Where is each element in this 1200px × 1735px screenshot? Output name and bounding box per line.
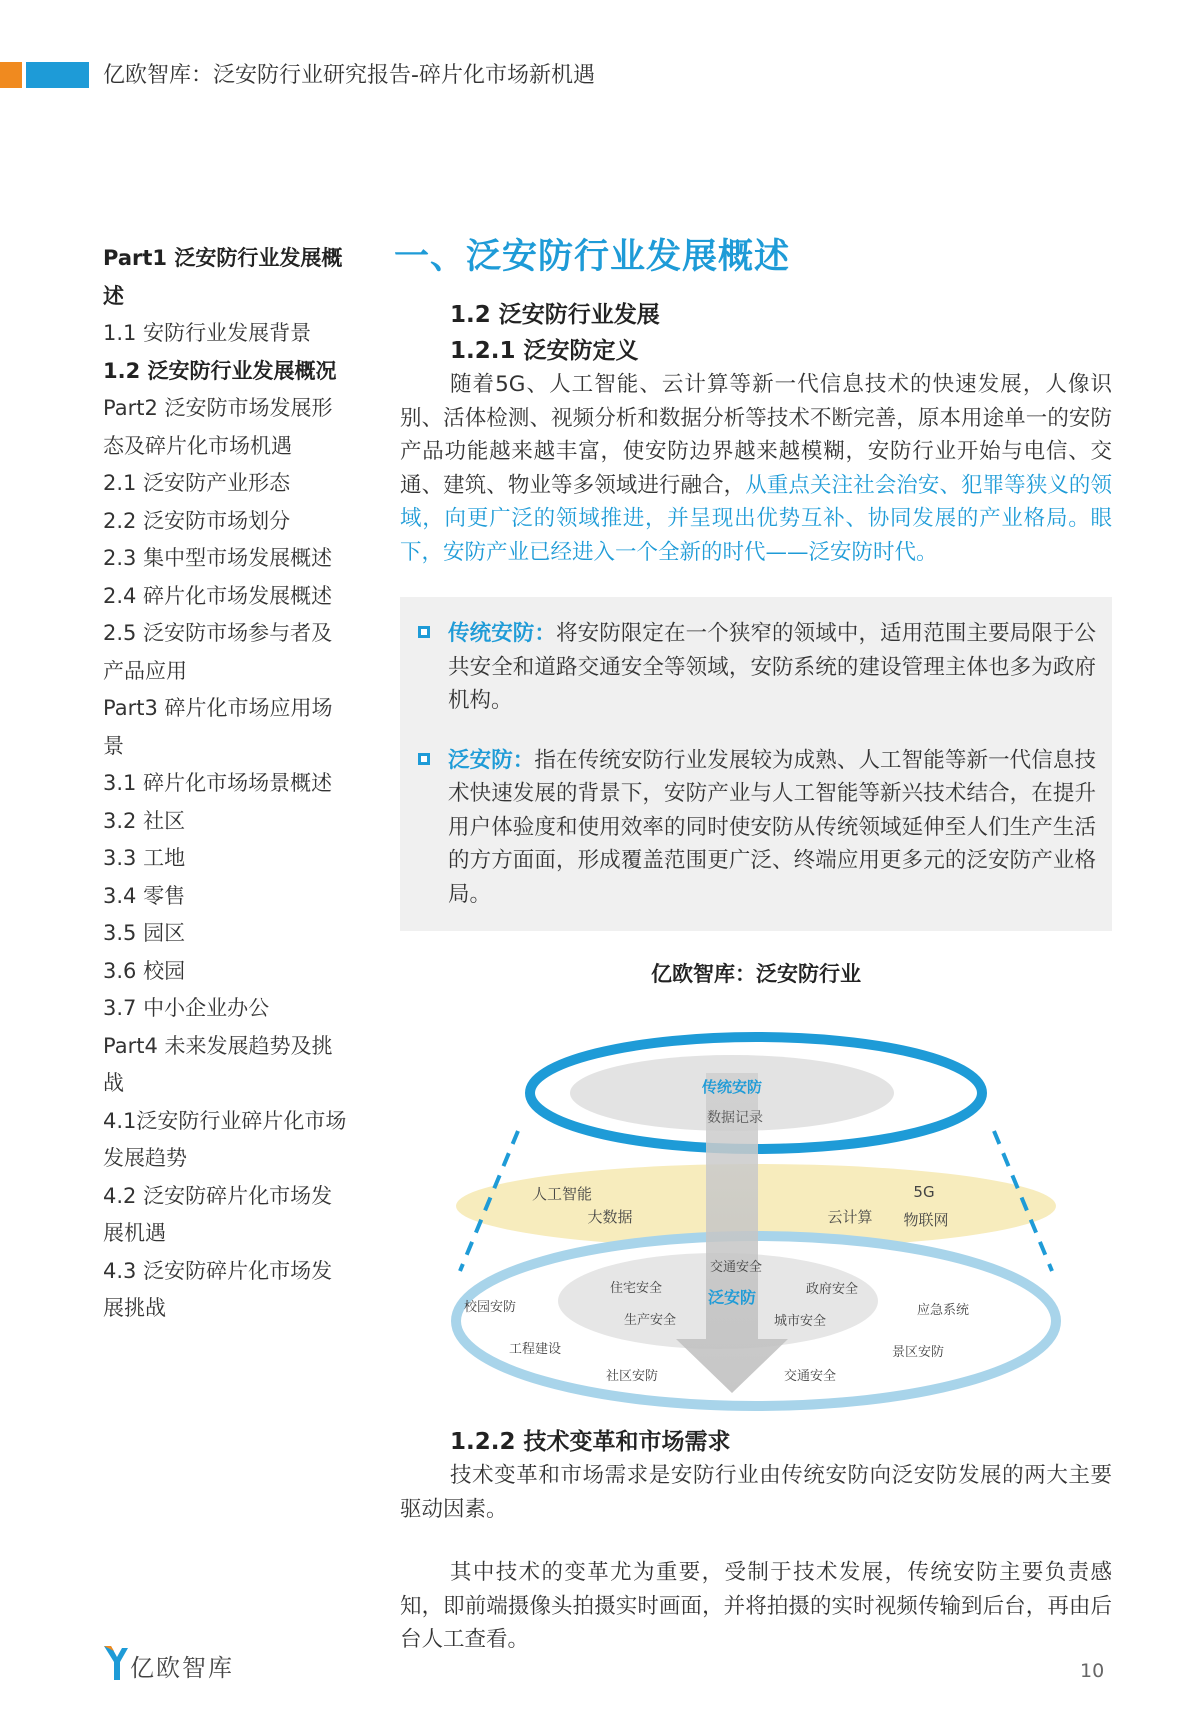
definition-term: 传统安防： [448, 621, 557, 646]
definition-text: 指在传统安防行业发展较为成熟、人工智能等新一代信息技术快速发展的背景下，安防产业与人工智能等新兴技术结合，在提升用户体验度和使用效率的同时使安防从传统领域延伸至人们生产生活的方方面面，形成覆盖范围更广泛、终端应用更多元的泛安防产业格局。 [448, 747, 1096, 907]
toc-item[interactable]: 3.2 社区 [103, 808, 186, 833]
table-of-contents [103, 240, 353, 1328]
label-tech: 大数据 [587, 1208, 633, 1226]
toc-item[interactable]: Part1 泛安防行业发展概述 [103, 246, 343, 308]
toc-item[interactable]: 2.3 集中型市场发展概述 [103, 546, 333, 570]
label-scenario: 应急系统 [916, 1303, 970, 1318]
definition-box [400, 597, 1112, 931]
intro-paragraph [400, 368, 1112, 569]
toc-item[interactable]: 3.1 碎片化市场场景概述 [103, 771, 333, 795]
label-data-record: 数据记录 [707, 1110, 763, 1126]
label-domain: 城市安全 [773, 1314, 827, 1329]
label-tech: 物联网 [903, 1211, 949, 1229]
toc-item[interactable]: 3.6 校园 [103, 958, 186, 983]
label-scenario: 社区安防 [605, 1369, 659, 1384]
pan-security-diagram [400, 1001, 1112, 1421]
label-domain: 交通安全 [709, 1260, 763, 1275]
main-content [394, 228, 1112, 1657]
toc-item[interactable]: Part3 碎片化市场应用场景 [103, 696, 333, 758]
definition-pan-security [416, 744, 1096, 912]
driver-paragraph: 技术变革和市场需求是安防行业由传统安防向泛安防发展的两大主要驱动因素。 [400, 1463, 1112, 1522]
toc-item[interactable]: 4.2 泛安防碎片化市场发展机遇 [103, 1183, 333, 1245]
square-bullet-icon [418, 626, 430, 638]
page-number: 10 [1080, 1660, 1105, 1682]
toc-item[interactable]: 3.5 园区 [103, 921, 186, 945]
toc-item[interactable]: Part4 未来发展趋势及挑战 [103, 1033, 333, 1095]
label-domain: 住宅安全 [609, 1281, 663, 1296]
toc-item[interactable]: 2.4 碎片化市场发展概述 [103, 583, 333, 608]
toc-item[interactable]: 3.3 工地 [103, 846, 186, 870]
header-title: 亿欧智库：泛安防行业研究报告-碎片化市场新机遇 [103, 63, 595, 88]
header-accent-blue [26, 62, 89, 88]
intro-text: 随着5G、人工智能、云计算等新一代信息技术的快速发展，人像识别、活体检测、视频分析和数据分析等技术不断完善，原本用途单一的安防产品功能越来越丰富，使安防边界越来越模糊，安防行业开始与电信、交通、建筑、物业等多领域进行融合， [400, 372, 1112, 498]
label-scenario: 交通安全 [783, 1369, 837, 1384]
definition-traditional [416, 617, 1096, 718]
toc-item[interactable]: 4.3 泛安防碎片化市场发展挑战 [103, 1258, 333, 1320]
toc-item[interactable]: 2.2 泛安防市场划分 [103, 508, 291, 533]
label-scenario: 工程建设 [508, 1342, 562, 1357]
subsection-heading: 1.2 泛安防行业发展 [450, 302, 660, 328]
definition-heading: 1.2.1 泛安防定义 [450, 338, 639, 364]
label-traditional: 传统安防 [701, 1078, 763, 1096]
section-title: 一、泛安防行业发展概述 [394, 237, 791, 277]
toc-item[interactable]: 2.5 泛安防市场参与者及产品应用 [103, 621, 333, 683]
label-domain: 生产安全 [623, 1313, 677, 1328]
label-tech: 云计算 [827, 1208, 873, 1226]
toc-item[interactable]: 3.4 零售 [103, 883, 186, 908]
driver-heading: 1.2.2 技术变革和市场需求 [450, 1429, 731, 1455]
label-scenario: 景区安防 [891, 1345, 945, 1360]
figure-title: 亿欧智库：泛安防行业 [651, 962, 861, 986]
logo-text: 亿欧智库 [130, 1654, 234, 1682]
definition-term: 泛安防： [448, 747, 535, 773]
label-tech: 人工智能 [531, 1185, 593, 1203]
label-pan-security: 泛安防 [707, 1288, 757, 1307]
header-accent-orange [0, 62, 22, 88]
toc-item[interactable]: 1.1 安防行业发展背景 [103, 321, 312, 345]
toc-item[interactable]: Part2 泛安防市场发展形态及碎片化市场机遇 [103, 396, 333, 458]
toc-item[interactable]: 1.2 泛安防行业发展概况 [103, 358, 337, 383]
tech-paragraph: 其中技术的变革尤为重要，受制于技术发展，传统安防主要负责感知，即前端摄像头拍摄实时画面，并将拍摄的实时视频传输到后台，再由后台人工查看。 [400, 1560, 1112, 1652]
toc-item[interactable]: 4.1泛安防行业碎片化市场发展趋势 [103, 1108, 347, 1170]
label-scenario: 校园安防 [463, 1300, 517, 1315]
label-tech: 5G [913, 1183, 935, 1201]
label-domain: 政府安全 [805, 1282, 859, 1297]
intro-highlight: 从重点关注社会治安、犯罪等狭义的领域，向更广泛的领域推进，并呈现出优势互补、协同发展的产业格局。眼下，安防产业已经进入一个全新的时代——泛安防时代。 [400, 472, 1112, 565]
square-bullet-icon [418, 753, 430, 765]
toc-item[interactable]: 3.7 中小企业办公 [103, 996, 270, 1020]
definition-text: 将安防限定在一个狭窄的领域中，适用范围主要局限于公共安全和道路交通安全等领域，安防系统的建设管理主体也多为政府机构。 [448, 621, 1096, 713]
toc-item[interactable]: 2.1 泛安防产业形态 [103, 471, 291, 495]
